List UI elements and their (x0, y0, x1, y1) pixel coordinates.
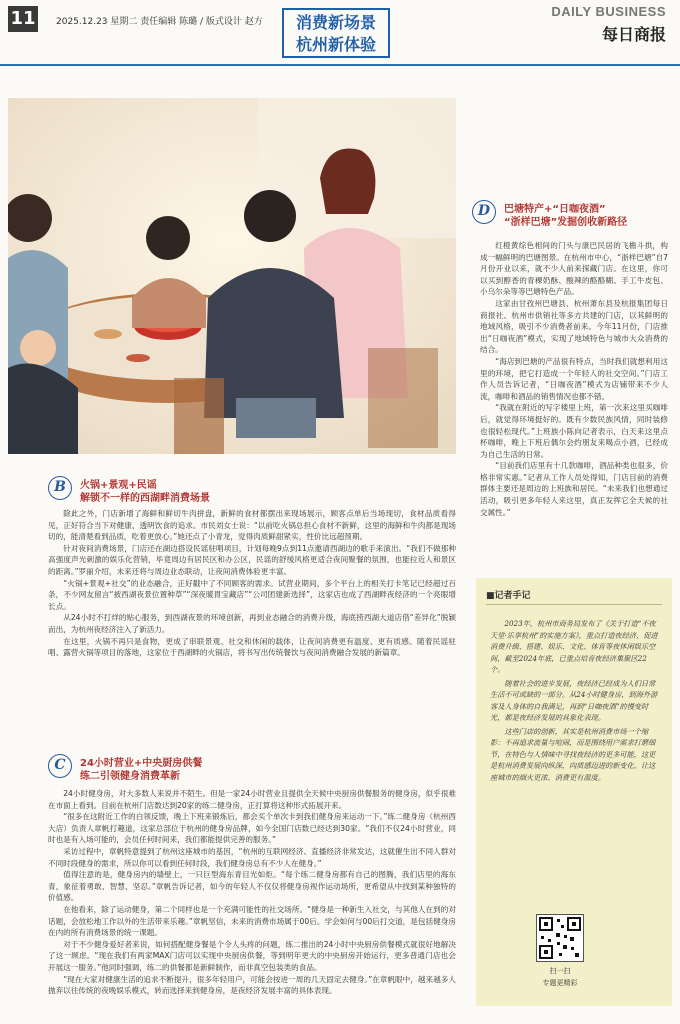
section-c-paragraph: “现在大家对健康生活的追求不断提升，很多年轻用户，可能会按进一周的几天固定去健身。”在章帆眼中，越来越多人抛弃以往传统的夜晚娱乐模式，转而选择来到健身房，是夜经济发展丰富的具体表现。 (48, 974, 456, 996)
section-b-title-line1: 火锅+景观+民谣 (80, 480, 157, 491)
section-d-letter: D (472, 200, 496, 224)
section-d-paragraph: 这家由甘孜州巴塘县、杭州萧东县及杭报集团每日商报社、杭州市供销社等多方共建的门店，以其鲜明的地域风格，吸引不少消费者前来。今年11月份，门店推出“日咖夜酒”模式，实现了地域特色与城市大众消费的结合。 (480, 298, 668, 355)
section-b-paragraph: 从24小时不打烊的贴心服务，到西湖夜景的环境创新，再到业态融合的消费升级，海底捞西湖大道店借“差异化”脱颖而出，为杭州夜经济注入了新活力。 (48, 613, 456, 634)
paper-masthead: 每日商报 (601, 25, 666, 44)
qr-caption-scan: 扫一扫 (549, 967, 571, 975)
page-number: 11 (8, 6, 38, 32)
section-d-body (480, 240, 668, 518)
section-c-body (48, 788, 456, 997)
section-title-line1: 消费新场景 (295, 13, 376, 32)
section-b-paragraph: 除此之外，门店新增了海鲜和鲜切牛肉拼盘，新鲜的食材都摆出来现场展示，顾客点单后当场现切，食材品质看得见，正好符合当下对健康、透明饮食的追求。市民刘女士说：“以前吃火锅总担心食材不新鲜，这里的海鲜和牛肉都是现场切的，能清楚看到品质，吃着更放心。”她还点了小青龙，觉得肉质鲜甜紧实，性价比远超预期。 (48, 509, 456, 542)
note-paragraph: 随着社会的进步发展，夜经济已经成为人们日常生活不可或缺的一部分。从24小时健身房，到海外游客及人身体的自我满足，再到“日咖夜酒”的慢变时光，都是夜经济发展的具象化表现。 (490, 678, 658, 722)
section-c-paragraph: 在他看来，除了运动健身，第二个同样也是一个充满可能性的社交场所。“健身是一种新生入社交，与其他人在到的对话题，会放松地工作以外的生活带来乐趣。”章帆坚信，未来的消费市场属于00后。学会如何与00后打交道，是包括健身房在内的所有消费场景的统一课题。 (48, 904, 456, 938)
section-c-paragraph: 采访过程中，章帆特意提到了杭州这座城市的基因，“杭州的互联网经济、直播经济非常发达，这就催生出不同人群对不同时段健身的需求，所以你可以看到任何时段，我们健身房总有不少人在健身。” (48, 846, 456, 868)
section-c-paragraph: “很多在这附近工作的白领反馈，晚上下班来锻炼后，都会买个单次卡到我们健身房来运动一下。”练二健身房（杭州西大店）负责人章帆打趣道，这家总部位于杭州的健身房品牌，如今全国门店数已经达到30家。“我们不仅24小时营业，同时也是有入场可能的，会员任何时间来，我们都能提供完善的服务。” (48, 812, 456, 845)
section-c-title-line1: 24小时营业+中央厨房供餐 (80, 758, 203, 769)
section-c-title-line2: 练二引领健身消费革新 (80, 771, 180, 782)
section-d-paragraph: “海店到巴塘的产品很有特点，当时我们就想利用这里的环境，把它打造成一个年轻人的社交空间。”门店工作人员告诉记者，“日咖夜酒”模式为店铺带来不少人流，咖啡和酒品的销售情况也都不错。 (480, 356, 668, 401)
section-c-paragraph: 24小时健身房，对大多数人来说并不陌生。但是一家24小时营业且提供全天候中央厨房供餐服务的健身房，似乎很难在市面上看到。目前在杭州门店数达到20家的练二健身房，正打算将这种形式拓展开来。 (48, 789, 456, 810)
section-c-paragraph: 值得注意的是，健身房内的墙壁上，一只巨型海东青目光如炬。“每个练二健身房都有自己的图腾，我们店里的海东青，象征着勇敢、智慧、坚忍。”章帆告诉记者，如今的年轻人不仅仅将健身房视作运动场所，更希望从中找到某种独特的价值感。 (48, 870, 456, 903)
section-d-title-line2: “浙样巴塘”发掘创收新路径 (504, 217, 628, 228)
qr-caption-topic: 专题更精彩 (542, 979, 578, 987)
section-c-letter: C (48, 754, 72, 778)
reporter-note-heading: ■记者手记 (486, 591, 531, 601)
section-d-paragraph: “我就在附近的写字楼里上班，第一次来这里买咖啡后，就觉得环境挺好的。既有少数民族风情，同时装修也很轻松现代。”上班族小陈向记者表示，白天来这里点杯咖啡，晚上下班后偶尔会约朋友来喝点小酒，已经成为自己生活的日常。 (480, 403, 668, 459)
section-d-paragraph: 红橙黄综色相间的门头与康巴民居的飞檐斗拱，构成一幅鲜明的巴塘图景。在杭州市中心，“浙样巴塘”自7月份开业以来，就不少人前来探藏门店。在这里，你可以买到醇香的青稞奶酥、酸辣的酪酪糊、手工牛皮包、小乌尔朵等等巴塘特色产品。 (480, 241, 668, 297)
section-b-heading (48, 476, 348, 504)
page-header (0, 0, 680, 66)
english-masthead: DAILY BUSINESS (551, 4, 666, 19)
section-b-body (48, 508, 456, 659)
section-title (282, 8, 390, 58)
issue-meta: 2025.12.23 星期二 责任编辑 陈璐 / 版式设计 赵方 (56, 17, 263, 27)
section-b-paragraph: 在这里，火锅不再只是食物，更成了串联景观、社交和休闲的载体，让夜间消费更有温度、更有质感。随着民谣驻唱、露营火锅等项目的落地，这家位于西湖畔的火锅店，将书写出传统餐饮与夜间消费融合发展的新篇章。 (48, 636, 456, 658)
note-paragraph: 2023年，杭州市商务局发布了《关于打造“不夜天堂·乐享杭州”的实施方案》，重点打造夜经济、促进消费升级、搭建、娱乐、文化、体育等夜休闲娱乐空间，截至2024年底，已重点培育夜经济集聚区22个。 (490, 619, 658, 674)
section-b-letter: B (48, 476, 72, 500)
section-d-paragraph: “目前我们店里有十几款咖啡，酒品种类也很多，价格非常实惠。”记者从工作人员处得知，门店目前的消费群体主要还是周边的上班族和居民。“未来我们也想通过活动，吸引更多年轻人来这里，真正发挥它全天候的社交属性。” (480, 461, 668, 517)
hotpot-illustration (8, 98, 456, 454)
reporter-note-body (490, 618, 660, 785)
section-b-title-line2: 解锁不一样的西湖畔消费场景 (80, 493, 210, 504)
section-c-paragraph: 对于不少健身爱好者来说，如何搭配健身餐是个令人头疼的问题，练二推出的24小时中央厨房供餐模式就很好地解决了这一顾虑。“现在我们有两家MAX门店可以实现中央厨房供餐，等到明年更大的中央厨房开始运行，更多普通门店也会开展这一服务。”他同时强调，练二的供餐都是新鲜制作，而非真空包装类的食品。 (48, 939, 456, 972)
note-paragraph: 这些门店的创新，其实是杭州消费市场一个缩影：不再追求流量与喧闹，而是围绕用户需求打磨细节，在特色与人情味中寻找夜经济的更多可能，这更是杭州消费发展向纵深，向质感迈进的新变化。让这座城市的烟火更浓、消费更有温度。 (490, 726, 656, 782)
qr-code-icon[interactable] (536, 914, 584, 962)
note-divider (486, 604, 662, 605)
section-b-paragraph: “火锅+景观+社交”的业态融合，正好戳中了不同顾客的需求。试营业期间，多个平台上的相关打卡笔记已经超过百条，不少网友留言“被西湖夜景位置种草”“深夜暖胃宝藏店”“公司团建新选择”，这家店也成了西湖畔夜经济的一个亮眼增长点。 (48, 578, 456, 611)
section-c-heading (48, 754, 348, 782)
section-title-line2: 杭州新体验 (295, 35, 376, 54)
section-d-heading (472, 200, 672, 228)
reporter-note-box (476, 578, 672, 1006)
section-d-title-line1: 巴塘特产+“日咖夜酒” (504, 204, 606, 215)
section-b-paragraph: 针对夜间消费场景，门店还在湖边搭设民谣驻唱项目，计划每晚9点到11点邀请西湖边的歌手来演出。“我们不做那种高强度声光刺激的娱乐化营销，毕竟周边有居民区和办公区，民谣的舒缓风格更适合夜间聚餐的氛围，也能拉近人和景区的距离。”罗丽介绍，未来还将与周边业态联动，让夜间消费体验更丰富。 (48, 543, 456, 576)
